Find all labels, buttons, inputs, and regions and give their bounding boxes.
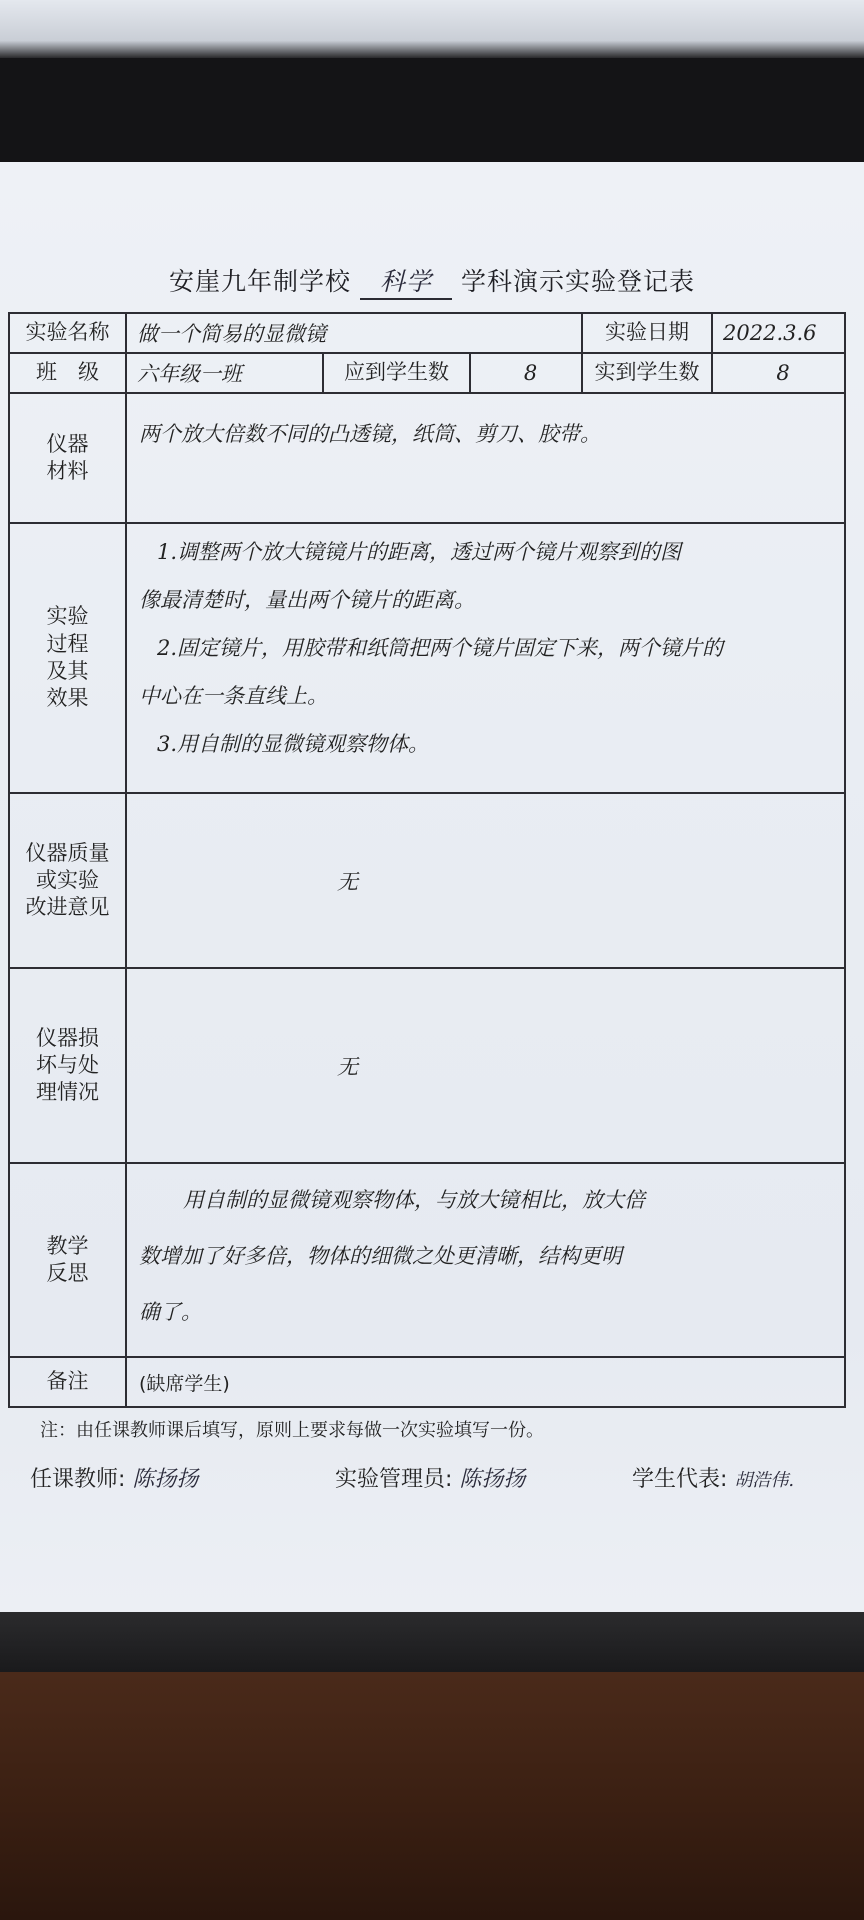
background-dark-band <box>0 58 864 168</box>
student-rep-label: 学生代表: <box>632 1467 728 1492</box>
label-expected-students: 应到学生数 <box>323 353 470 393</box>
value-process <box>126 523 845 793</box>
label-line: 仪器损 <box>36 1025 99 1050</box>
row-class-students <box>9 353 845 393</box>
label-line: 实验 <box>46 604 89 629</box>
process-line: 像最清楚时，量出两个镜片的距离。 <box>139 588 475 612</box>
label-line: 材料 <box>46 459 89 483</box>
row-remarks <box>9 1357 845 1407</box>
row-damage <box>9 968 845 1163</box>
value-reflection <box>126 1163 845 1357</box>
value-quality: 无 <box>126 793 845 968</box>
label-line: 或实验 <box>36 867 99 892</box>
form-title <box>0 262 864 300</box>
label-process <box>9 523 126 793</box>
teacher-signature <box>30 1462 198 1493</box>
value-remarks: (缺席学生) <box>126 1357 845 1407</box>
row-materials <box>9 393 845 523</box>
label-damage <box>9 968 126 1163</box>
row-process <box>9 523 845 793</box>
process-line: 中心在一条直线上。 <box>139 684 328 708</box>
label-line: 及其 <box>46 659 89 683</box>
student-rep-signature <box>632 1462 794 1493</box>
footer-note: 注：由任课教师课后填写，原则上要求每做一次实验填写一份。 <box>40 1420 544 1441</box>
row-reflection <box>9 1163 845 1357</box>
reflection-line: 确了。 <box>139 1300 202 1324</box>
teacher-label: 任课教师: <box>30 1467 126 1492</box>
school-name: 安崖九年制学校 <box>169 267 352 296</box>
value-expected-students: 8 <box>470 353 582 393</box>
background-top-strip <box>0 0 864 58</box>
value-experiment-date: 2022.3.6 <box>712 313 845 353</box>
manager-name: 陈扬扬 <box>459 1467 526 1492</box>
row-quality <box>9 793 845 968</box>
process-line: 1.调整两个放大镜镜片的距离，透过两个镜片观察到的图 <box>157 540 682 564</box>
label-experiment-date: 实验日期 <box>582 313 712 353</box>
title-suffix: 学科演示实验登记表 <box>460 267 695 296</box>
label-reflection <box>9 1163 126 1357</box>
process-line: 3.用自制的显微镜观察物体。 <box>157 732 430 756</box>
subject-handwritten: 科学 <box>360 262 452 300</box>
label-remarks: 备注 <box>9 1357 126 1407</box>
label-line: 过程 <box>46 631 89 656</box>
process-line: 2.固定镜片，用胶带和纸筒把两个镜片固定下来，两个镜片的 <box>157 636 724 660</box>
value-materials: 两个放大倍数不同的凸透镜，纸筒、剪刀、胶带。 <box>126 393 845 523</box>
label-line: 效果 <box>46 686 89 711</box>
label-quality <box>9 793 126 968</box>
label-line: 改进意见 <box>25 895 110 920</box>
background-wood-table <box>0 1672 864 1920</box>
label-materials <box>9 393 126 523</box>
label-line: 仪器 <box>46 431 89 456</box>
value-class: 六年级一班 <box>126 353 323 393</box>
label-class: 班 级 <box>9 353 126 393</box>
row-name-date <box>9 313 845 353</box>
reflection-line: 数增加了好多倍，物体的细微之处更清晰，结构更明 <box>139 1244 622 1268</box>
label-line: 仪器质量 <box>25 840 110 865</box>
value-experiment-name: 做一个简易的显微镜 <box>126 313 582 353</box>
label-line: 理情况 <box>36 1080 99 1105</box>
manager-label: 实验管理员: <box>335 1467 453 1492</box>
label-actual-students: 实到学生数 <box>582 353 712 393</box>
label-line: 反思 <box>46 1261 89 1285</box>
label-line: 教学 <box>46 1233 89 1258</box>
reflection-line: 用自制的显微镜观察物体，与放大镜相比，放大倍 <box>183 1188 645 1212</box>
experiment-record-table <box>8 312 846 1408</box>
student-rep-name: 胡浩伟. <box>734 1470 795 1491</box>
label-experiment-name: 实验名称 <box>9 313 126 353</box>
manager-signature <box>335 1462 525 1493</box>
background-leather <box>0 1612 864 1672</box>
value-damage: 无 <box>126 968 845 1163</box>
value-actual-students: 8 <box>712 353 845 393</box>
teacher-name: 陈扬扬 <box>132 1467 199 1492</box>
label-line: 坏与处 <box>36 1052 99 1077</box>
